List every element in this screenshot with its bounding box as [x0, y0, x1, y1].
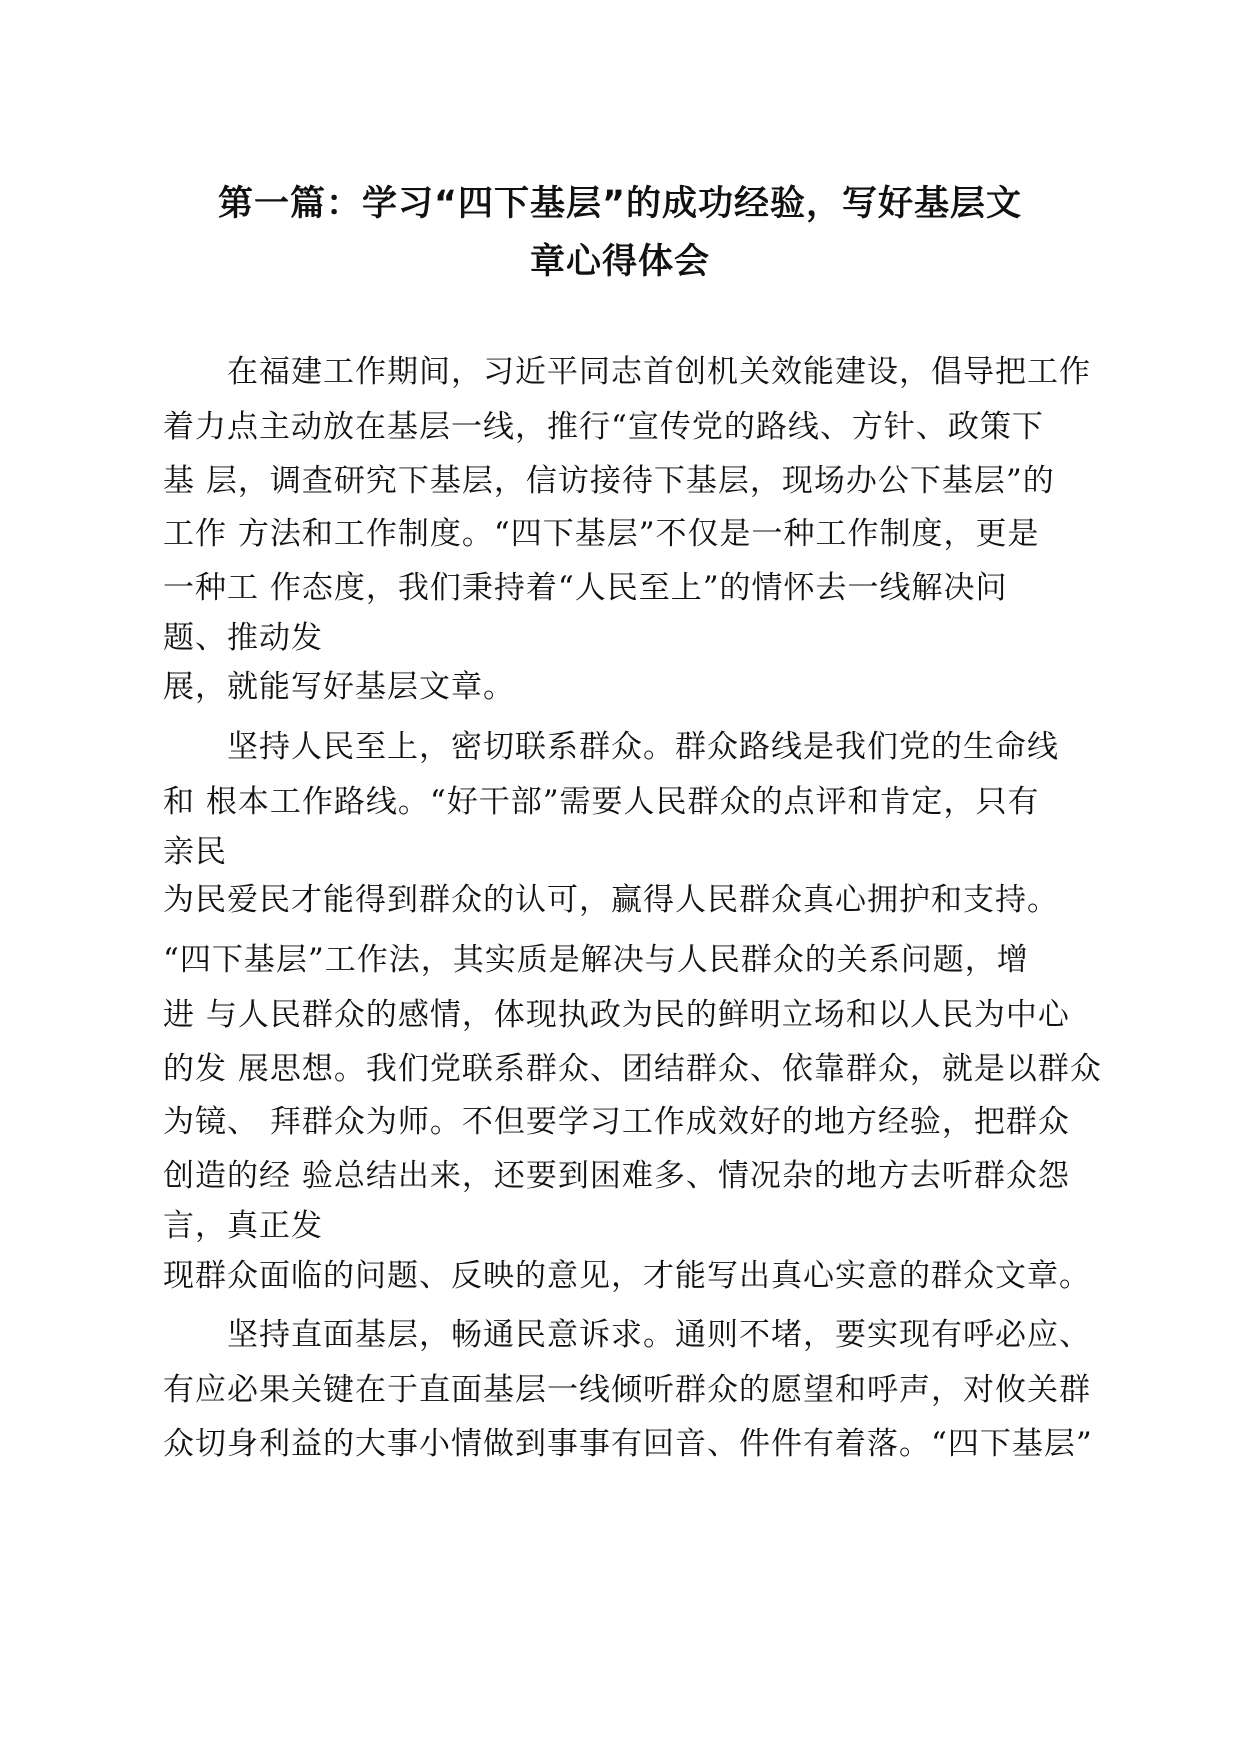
paragraph-1-line-1: 在福建工作期间，习近平同志首创机关效能建设，倡导把工作: [227, 354, 1091, 390]
paragraph-1-line-2: 着力点主动放在基层一线，推行“宣传党的路线、方针、政策下: [163, 409, 1044, 445]
paragraph-1-line-5: 一种工 作态度，我们秉持着“人民至上”的情怀去一线解决问: [163, 570, 1008, 606]
paragraph-2-line-10: 言，真正发: [163, 1208, 323, 1244]
paragraph-3-line-1: 坚持直面基层，畅通民意诉求。通则不堵，要实现有呼必应、: [227, 1317, 1091, 1353]
paragraph-1-line-6: 题、推动发: [163, 620, 323, 656]
paragraph-2-line-2: 和 根本工作路线。“好干部”需要人民群众的点评和肯定，只有: [163, 784, 1040, 820]
paragraph-2-line-3: 亲民: [163, 834, 227, 870]
paragraph-2-line-1: 坚持人民至上，密切联系群众。群众路线是我们党的生命线: [227, 729, 1059, 765]
paragraph-2-line-11: 现群众面临的问题、反映的意见，才能写出真心实意的群众文章。: [163, 1258, 1091, 1294]
paragraph-1-line-3: 基 层，调查研究下基层，信访接待下基层，现场办公下基层”的: [163, 463, 1055, 499]
document-title-line-2: 章心得体会: [529, 242, 710, 282]
document-title-line-1: 第一篇：学习“四下基层”的成功经验，写好基层文: [217, 184, 1022, 224]
paragraph-3-line-3: 众切身利益的大事小情做到事事有回音、件件有着落。“四下基层”: [163, 1426, 1093, 1462]
paragraph-2-line-7: 的发 展思想。我们党联系群众、团结群众、依靠群众，就是以群众: [163, 1051, 1102, 1087]
paragraph-1-line-4: 工作 方法和工作制度。“四下基层”不仅是一种工作制度，更是: [163, 516, 1040, 552]
paragraph-2-line-5: “四下基层”工作法，其实质是解决与人民群众的关系问题，增: [163, 942, 1029, 978]
paragraph-2-line-4: 为民爱民才能得到群众的认可，赢得人民群众真心拥护和支持。: [163, 882, 1059, 918]
paragraph-2-line-6: 进 与人民群众的感情，体现执政为民的鲜明立场和以人民为中心: [163, 997, 1070, 1033]
paragraph-2-line-9: 创造的经 验总结出来，还要到困难多、情况杂的地方去听群众怨: [163, 1158, 1070, 1194]
paragraph-3-line-2: 有应必果关键在于直面基层一线倾听群众的愿望和呼声，对攸关群: [163, 1372, 1091, 1408]
paragraph-1-line-7: 展，就能写好基层文章。: [163, 669, 515, 705]
paragraph-2-line-8: 为镜、 拜群众为师。不但要学习工作成效好的地方经验，把群众: [163, 1104, 1070, 1140]
